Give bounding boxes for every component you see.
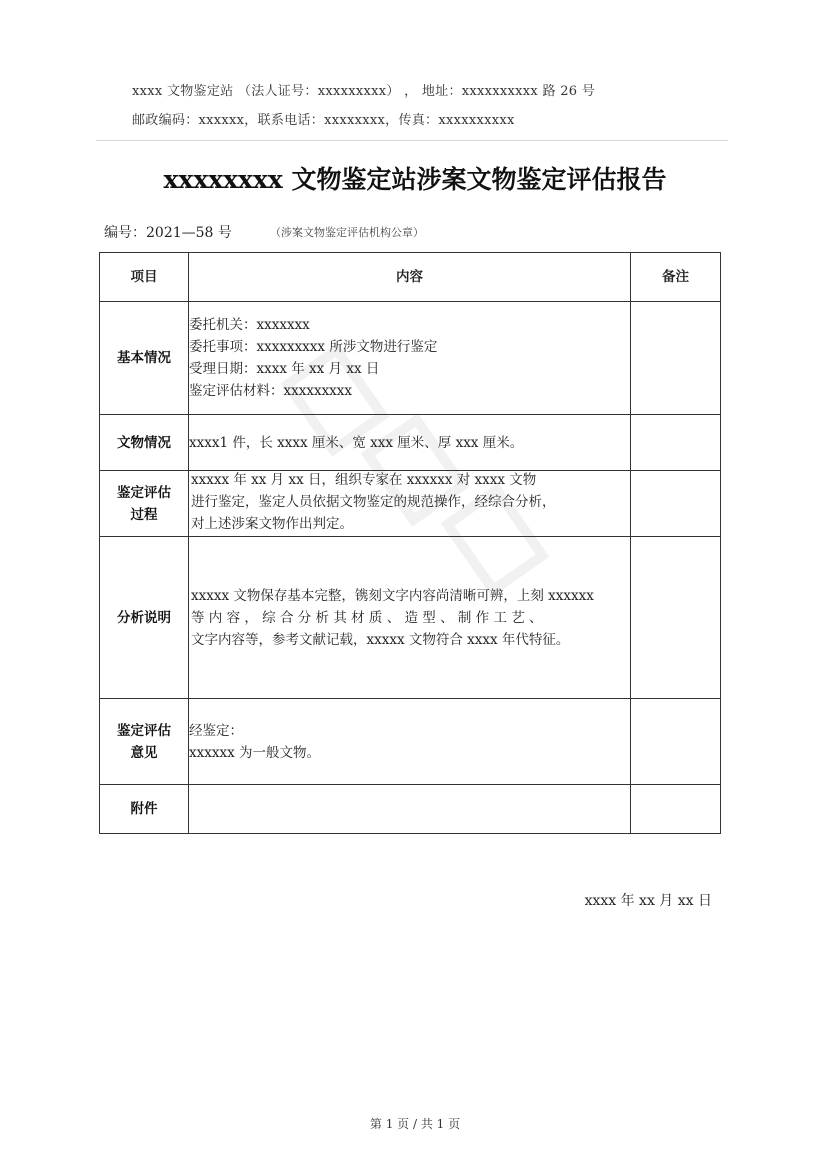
opinion-line-1: 经鉴定： [189,722,243,739]
label-opinion [100,699,189,785]
process-line-3: 对上述涉案文物作出判定。 [191,516,353,532]
remark-cell [631,537,721,699]
attachment-content [189,785,631,834]
header-org-line: xxxx 文物鉴定站 （法人证号：xxxxxxxxx） ， 地址：xxxxxxxxxx 路 26 号 [132,84,596,99]
opinion-content [189,699,631,785]
header-content: 内容 [189,253,631,302]
analysis-line-3: 文字内容等，参考文献记载，xxxxx 文物符合 xxxx 年代特征。 [191,631,570,648]
header-remark: 备注 [631,253,721,302]
remark-cell [631,415,721,471]
analysis-content [189,537,631,699]
page-title: xxxxxxxx 文物鉴定站涉案文物鉴定评估报告 [163,165,667,194]
label-opinion-line-2: 意见 [130,744,158,761]
label-analysis: 分析说明 [100,537,189,699]
analysis-line-2: 等 内 容 ， 综 合 分 析 其 材 质 、 造 型 、 制 作 工 艺 、 [191,609,543,626]
label-opinion-line-1: 鉴定评估 [117,722,171,739]
label-process [100,471,189,537]
remark-cell [631,302,721,415]
relic-info-content [189,415,631,471]
label-basic-info: 基本情况 [100,302,189,415]
remark-cell [631,699,721,785]
process-content [189,471,631,537]
seal-note: （涉案文物鉴定评估机构公章） [270,226,424,239]
report-date: xxxx 年 xx 月 xx 日 [584,893,712,909]
row-basic-info [100,302,721,415]
header-divider [96,140,728,141]
row-relic-info [100,415,721,471]
remark-cell [631,471,721,537]
row-process [100,471,721,537]
label-process-line-1: 鉴定评估 [117,484,171,501]
basic-line-4: 鉴定评估材料：xxxxxxxxx [189,383,353,399]
label-attachment: 附件 [100,785,189,834]
analysis-line-1: xxxxx 文物保存基本完整，镌刻文字内容尚清晰可辨，上刻 xxxxxx [191,587,594,604]
process-line-2: 进行鉴定，鉴定人员依据文物鉴定的规范操作，经综合分析， [191,494,556,510]
row-attachment [100,785,721,834]
header-item: 项目 [100,253,189,302]
appraisal-table [99,252,721,834]
remark-cell [631,785,721,834]
header-contact-line: 邮政编码：xxxxxx，联系电话：xxxxxxxx，传真：xxxxxxxxxx [132,113,515,128]
opinion-line-2: xxxxxx 为一般文物。 [189,744,320,761]
relic-line: xxxx1 件，长 xxxx 厘米、宽 xxx 厘米、厚 xxx 厘米。 [189,434,524,451]
row-opinion [100,699,721,785]
page-footer: 第 1 页 / 共 1 页 [369,1117,461,1131]
serial-number: 编号：2021—58 号 [104,225,232,241]
process-line-1: xxxxx 年 xx 月 xx 日，组织专家在 xxxxxx 对 xxxx 文物 [191,472,537,488]
table-header-row [100,253,721,302]
basic-info-content [189,302,631,415]
basic-line-3: 受理日期：xxxx 年 xx 月 xx 日 [189,361,380,377]
label-process-line-2: 过程 [130,506,158,523]
label-relic-info: 文物情况 [100,415,189,471]
basic-line-1: 委托机关：xxxxxxx [189,317,310,333]
basic-line-2: 委托事项：xxxxxxxxx 所涉文物进行鉴定 [189,339,438,355]
row-analysis [100,537,721,699]
